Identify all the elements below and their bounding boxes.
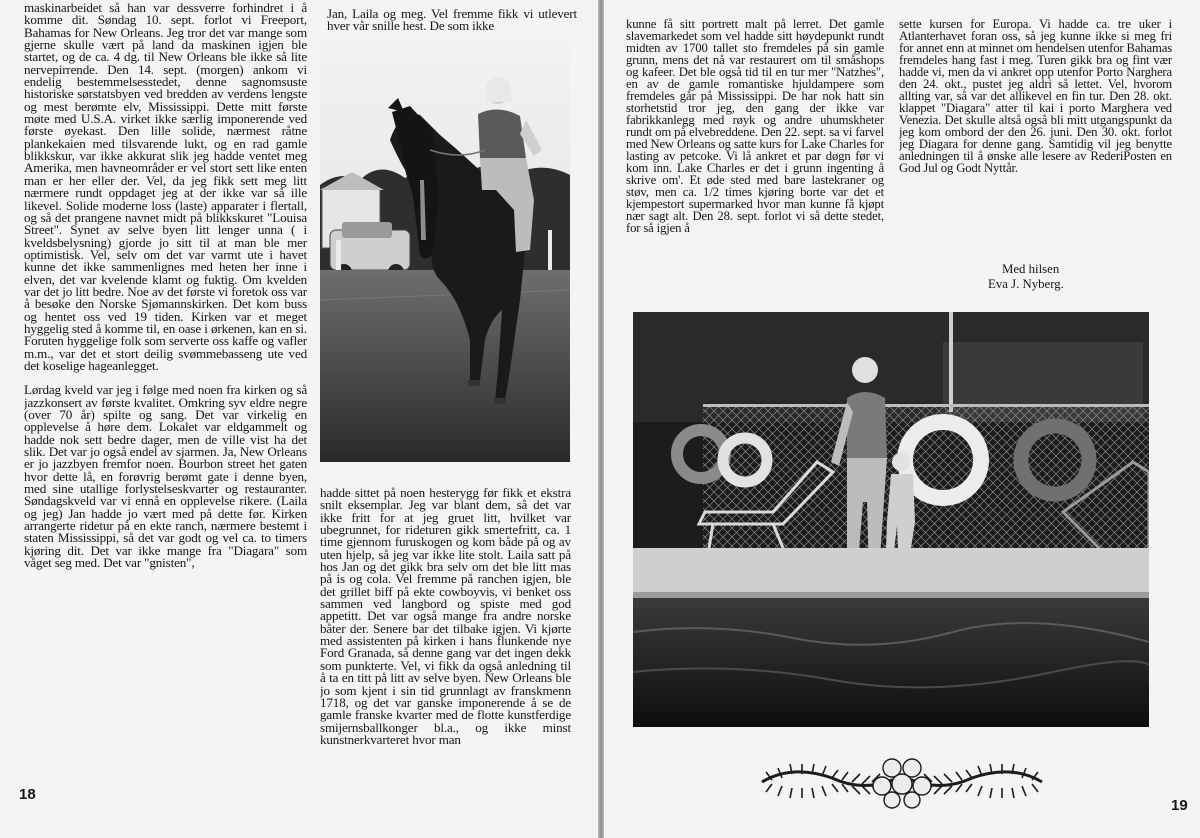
signature-name: Eva J. Nyberg. (988, 277, 1064, 291)
right-page (604, 0, 1200, 838)
closing-greeting: Med hilsen (1002, 262, 1060, 276)
pool-scene-illustration (633, 312, 1149, 727)
pool-photo (633, 312, 1149, 727)
left-column-1 (24, 2, 307, 808)
horse-rider-photo (320, 40, 570, 462)
right-column-2: sette kursen for Europa. Vi hadde ca. tre uker i Atlanterhavet foran oss, så jeg kunne ikke si meg fri for annet enn at minnet om hendelsen utenfor Bahamas fremdeles hang fast i meg. Turen gikk bra og fint vær hadde vi, men da vi ankret opp utenfor Porto Narghera den 24. okt., pustet jeg aldri så lettet. Vel, hvorom allting var, så var det allikevel en fin tur. Den 28. okt. klappet "Diagara" atter til kai i porto Marghera ved Venezia. Det skulle altså også bli mitt utgangspunkt da jeg kom ombord der den 26. juni. Den 30. okt. forlot jeg Diagara for denne gang. Samtidig vil jeg benytte anledningen til å ønske alle lesere av RederiPosten en God Jul og Godt Nyttår. (899, 18, 1172, 175)
page-number-left: 18 (19, 786, 36, 803)
left-page (0, 0, 598, 838)
closing-block (988, 262, 1064, 292)
left-col1-paragraph-2: Lørdag kveld var jeg i følge med noen fra kirken og så jazzkonsert av første kvalitet. Omkring syv eldre negre (over 70 år) spilte og sang. Det var virkelig en opplevelse å høre dem. Lokalet var eldgammelt og hadde nok sett bedre dager, men de ville vist ha det slik. Det var jo også endel av sjarmen. Ja, New Orleans er jo jazzbyen fremfor noen. Bourbon street het gaten hvor dette lå, en forøvrig berømt gate i denne byen, med sine utallige forlystelseskvarter og restauranter. Søndagskveld var vi ennå en opplevelse rikere. (Laila og jeg) Jan hadde jo vært med på dette før. Kirken arrangerte ridetur på en ekte ranch, nærmere bestemt i staten Mississippi, så det var godt og vel ca. to timers kjøring dit. Det var ikke mange fra "Diagara" som våget seg med. Det var "gnisten", (24, 382, 307, 571)
left-col1-paragraph-1: maskinarbeidet så han var dessverre forhindret i å komme dit. Søndag 10. sept. forlot vi Freeport, Bahamas for New Orleans. Jeg tror det var mange som gjerne skulle vært på land da maskinen igjen ble startet, og de ca. 4 dg. til New Orleans ble ikke så lite nervepirrende. Den 14. sept. (morgen) ankom vi endelig bestemmelsesstedet, denne sagnomsuste historiske sørstatsbyen ved bredden av verdens lengste og mest berømte elv, Mississippi. Dette mitt første møte med U.S.A. virket ikke særlig imponerende ved første øyekast. Den lille solide, nærmest råtne plankekaien med tilsvarende lukt, og en rad gamle blikkskur, var ikke akkurat slik jeg hadde ventet meg Amerika, men havneområder er vel stort sett like enten man er her eller der. Vel, da jeg fikk sett meg litt nærmere rundt oppdaget jeg at der ikke var så ille likevel. Solide moderne loss (laste) apparater i flertall, og så det prangene navnet midt på blikkskuret "Louisa Street". Synet av selve byen litt lenger unna ( i kveldsbelysning) gjorde jo sitt til at man ble mer optimistisk. Vel, selv om det var varmt ute i havet kunne det ikke sammenlignes med heten her inne i elven, det var kvelende klamt og fuktig. Om kvelden var det jo litt bedre. Noe av det første vi foretok oss var å besøke den Norske Sjømannskirken. Det kom buss og hentet oss ved 19 tiden. Kirken var et meget hyggelig sted å komme til, en oase i ørkenen, kan en si. Foruten hyggelige folk som serverte oss kaffe og vafler m.m., var det et stort deilig svømmebasseng ute ved det koselige hageanlegget. (24, 2, 307, 373)
right-column-1: kunne få sitt portrett malt på lerret. Det gamle slavemarkedet som vel hadde sitt høydepunkt rundt midten av 1700 tallet sto fremdeles på sin gamle grunn, mens det nå var restaurert om til småshops og kafeer. Det ble også tid til en tur mer "Natzhes", en av de gamle romantiske hjuldampere som fremdeles går på Mississippi. De har nok hatt sin storhetstid tror jeg, den gang der ikke var fabrikkanlegg med røyk og andre uhumskheter rundt om på elvebreddene. Den 22. sept. sa vi farvel med New Orleans og satte kurs for Lake Charles for lasting av petcoke. Vi lå ankret et par døgn før vi kom inn. Lake Charles er det i grunn ingenting å skrive om'. Et øde sted med bare lastekraner og støv, men ca. 1/2 times kjøring borte var det et kjempestort supermarked hvor man kunne få kjøpt nær sagt alt. Den 28. sept. forlot vi så dette stedet, for så igjen å (626, 18, 884, 235)
left-column-2-bottom: hadde sittet på noen hesterygg før fikk et ekstra snilt eksemplar. Jeg var blant dem, så det var ikke fritt for at jeg gruet litt, hvilket var ubegrunnet, for rideturen gikk smertefritt, ca. 1 time gjennom furuskogen og kom både på og av uten hjelp, så jeg var ikke lite stolt. Laila satt på hos Jan og det gikk bra selv om det ble litt mas på is og cola. Vel fremme på ranchen igjen, ble det grillet biff på ekte cowboyvis, vi benket oss sammen ved langbord og spiste med god appetitt. Det var også mange fra andre norske båter der. Senere bar det tilbake igjen. Vi kjørte med assistenten på kirken i hans flunkende nye Ford Granada, så denne gang var det ingen dekk som punkterte. Vel, vi fikk da også anledning til å ta en titt på litt av selve byen. New Orleans ble jo som kjent i sin tid grunnlagt av franskmenn 1718, og det var ganske imponerende å se de gamle franske kvarter med de flotte kunstferdige smijernsballkonger bl.a., og ikke minst kunstnerkvarteret hvor man (320, 487, 571, 747)
left-column-2-top: Jan, Laila og meg. Vel fremme fikk vi utlevert hver vår snille hest. De som ikke (327, 8, 577, 34)
page-number-right: 19 (1171, 797, 1188, 814)
horse-rider-illustration (320, 40, 570, 462)
christmas-garland-ornament (752, 752, 1052, 812)
